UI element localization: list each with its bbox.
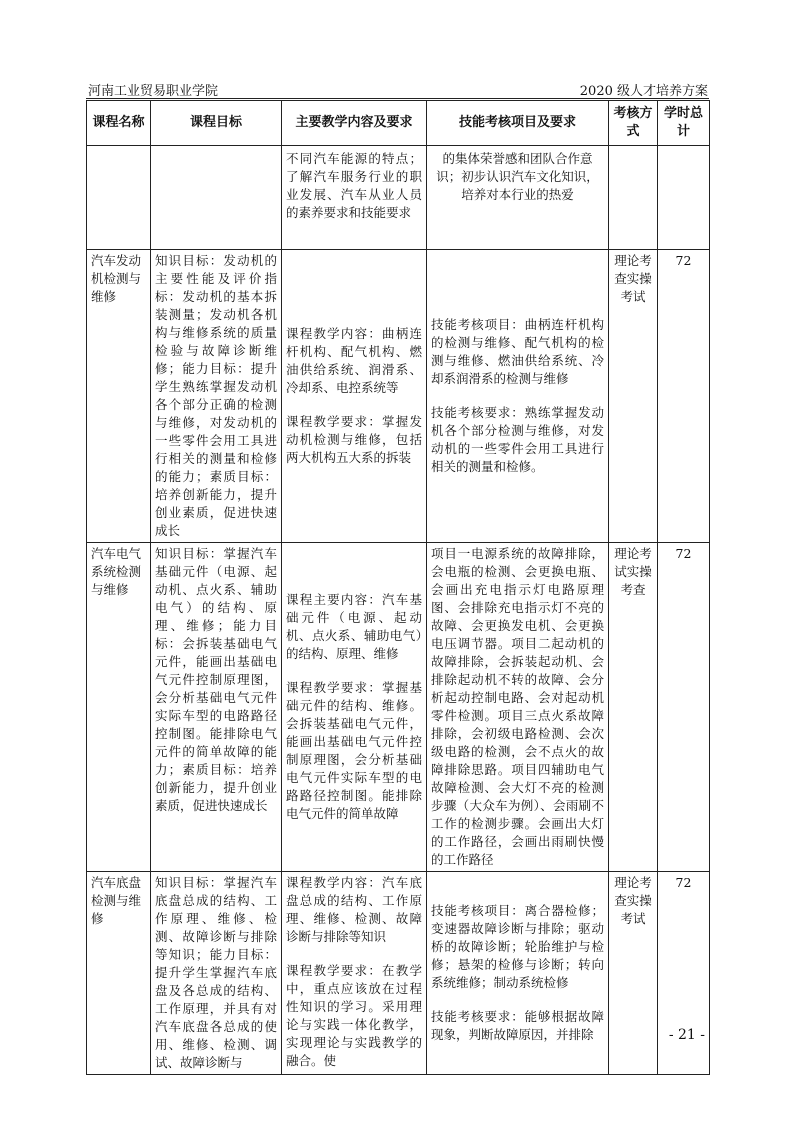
col-header-assessment-method: 考核方式 <box>609 101 658 146</box>
skill-assessment-cell: 项目一电源系统的故障排除，会电瓶的检测、会更换电瓶、会画出充电指示灯电路原理图、会排除充电指示灯不亮的故障、会更换发电机、会更换电压调节器。项目二起动机的故障排除，会拆装起动机、会排除起动机不转的故障、会分析起动控制电路、会对起动机零件检测。项目三点火系故障排除，会初级电路检测、会次级电路的检测，会不点火的故障排除思路。项目四辅助电气故障检测、会大灯不亮的检测步骤（大众车为例）、会雨刷不工作的检测步骤。会画出大灯的工作路径，会画出雨刷快慢的工作路径 <box>427 543 609 872</box>
total-hours-cell: 72 <box>658 250 710 543</box>
teaching-requirement-text: 课程教学要求：在教学中，重点应该放在过程性知识的学习。采用理论与实践一体化教学，实现理论与实践教学的融合。使 <box>286 963 422 1068</box>
teaching-content-cell <box>282 872 427 1075</box>
course-name-cell <box>87 543 151 872</box>
total-hours-cell: 72 <box>658 872 710 1075</box>
assessment-method-cell: 理论考试实操考查 <box>609 543 658 872</box>
table-header-row <box>87 101 710 146</box>
header-rule <box>86 98 709 99</box>
skill-assessment-cell <box>427 872 609 1075</box>
assessment-method-cell <box>609 146 658 250</box>
teaching-content-text: 课程教学内容：汽车底盘总成的结构、工作原理、维修、检测、故障诊断与排除等知识 <box>286 875 422 944</box>
course-name-cell <box>87 872 151 1075</box>
header-plan-title: 2020 级人才培养方案 <box>579 84 708 99</box>
skill-requirement-text: 技能考核要求：熟练掌握发动机各个部分检测与维修，对发动机的一些零件会用工具进行相关的测量和检修。 <box>431 405 604 474</box>
skill-item-text: 技能考核项目：曲柄连杆机构的检测与维修、配气机构的检测与维修、燃油供给系统、冷却系润滑系的检测与维修 <box>431 317 604 386</box>
skill-item-text: 技能考核项目：离合器检修；变速器故障诊断与排除；驱动桥的故障诊断；轮胎维护与检修；悬架的检修与诊断；转向系统维修；制动系统检修 <box>431 903 604 990</box>
teaching-content-cell: 不同汽车能源的特点；了解汽车服务行业的职业发展、汽车从业人员的素养要求和技能要求 <box>282 146 427 250</box>
page-number: - 21 - <box>668 1027 705 1043</box>
skill-assessment-cell <box>427 250 609 543</box>
table-row <box>87 250 710 543</box>
col-header-course-name: 课程名称 <box>87 101 151 146</box>
teaching-content-text: 课程教学内容：曲柄连杆机构、配气机构、燃油供给系统、润滑系、冷却系、电控系统等 <box>286 326 422 395</box>
course-name: 汽车底盘检测与维修 <box>91 875 142 926</box>
teaching-content-cell <box>282 250 427 543</box>
skill-assessment-cell: 的集体荣誉感和团队合作意识；初步认识汽车文化知识，培养对本行业的热爱 <box>427 146 609 250</box>
assessment-method-cell: 理论考查实操考试 <box>609 872 658 1075</box>
col-header-teaching-content: 主要教学内容及要求 <box>282 101 427 146</box>
teaching-requirement-text: 课程教学要求：掌握发动机检测与维修，包括两大机构五大系的拆装 <box>286 414 422 465</box>
col-header-skill-assessment: 技能考核项目及要求 <box>427 101 609 146</box>
table-row <box>87 146 710 250</box>
header-school-name: 河南工业贸易职业学院 <box>88 84 219 99</box>
course-goal-cell: 知识目标：掌握汽车基础元件（电源、起动机、点火系、辅助电气）的结构、原理、维修；能力目标：会拆装基础电气元件，能画出基础电气元件控制原理图，会分析基础电气元件实际车型的电路路径控制图。能排除电气元件的简单故障的能力；素质目标：培养创新能力，提升创业素质，促进快速成长 <box>151 543 282 872</box>
course-goal-cell: 知识目标：掌握汽车底盘总成的结构、工作原理、维修、检测、故障诊断与排除等知识；能力目标：提升学生掌握汽车底盘及各总成的结构、工作原理，并具有对汽车底盘各总成的使用、维修、检测、调试、故障诊断与 <box>151 872 282 1075</box>
table-row <box>87 543 710 872</box>
course-goal-cell: 知识目标：发动机的主要性能及评价指标：发动机的基本拆装测量；发动机各机构与维修系统的质量检验与故障诊断维修；能力目标：提升学生熟练掌握发动机各个部分正确的检测与维修，对发动机的一些零件会用工具进行相关的测量和检修的能力；素质目标：培养创新能力，提升创业素质，促进快速成长 <box>151 250 282 543</box>
course-name: 汽车发动机检测与维修 <box>91 253 142 304</box>
course-goal-cell <box>151 146 282 250</box>
teaching-requirement-text: 课程教学要求：掌握基础元件的结构、维修。会拆装基础电气元件，能画出基础电气元件控制原理图，会分析基础电气元件实际车型的电路路径控制图。能排除电气元件的简单故障 <box>286 680 422 821</box>
col-header-total-hours: 学时总计 <box>658 101 710 146</box>
course-name-cell <box>87 250 151 543</box>
course-name-cell <box>87 146 151 250</box>
assessment-method-cell: 理论考查实操考试 <box>609 250 658 543</box>
total-hours-cell: 72 <box>658 543 710 872</box>
teaching-content-text: 课程主要内容：汽车基础元件（电源、起动机、点火系、辅助电气）的结构、原理、维修 <box>286 592 422 661</box>
course-name: 汽车电气系统检测与维修 <box>91 546 142 597</box>
table-row <box>87 872 710 1075</box>
teaching-content-cell <box>282 543 427 872</box>
total-hours-cell <box>658 146 710 250</box>
curriculum-table <box>86 100 710 1075</box>
col-header-course-goal: 课程目标 <box>151 101 282 146</box>
skill-requirement-text: 技能考核要求：能够根据故障现象，判断故障原因，并排除 <box>431 1009 604 1042</box>
